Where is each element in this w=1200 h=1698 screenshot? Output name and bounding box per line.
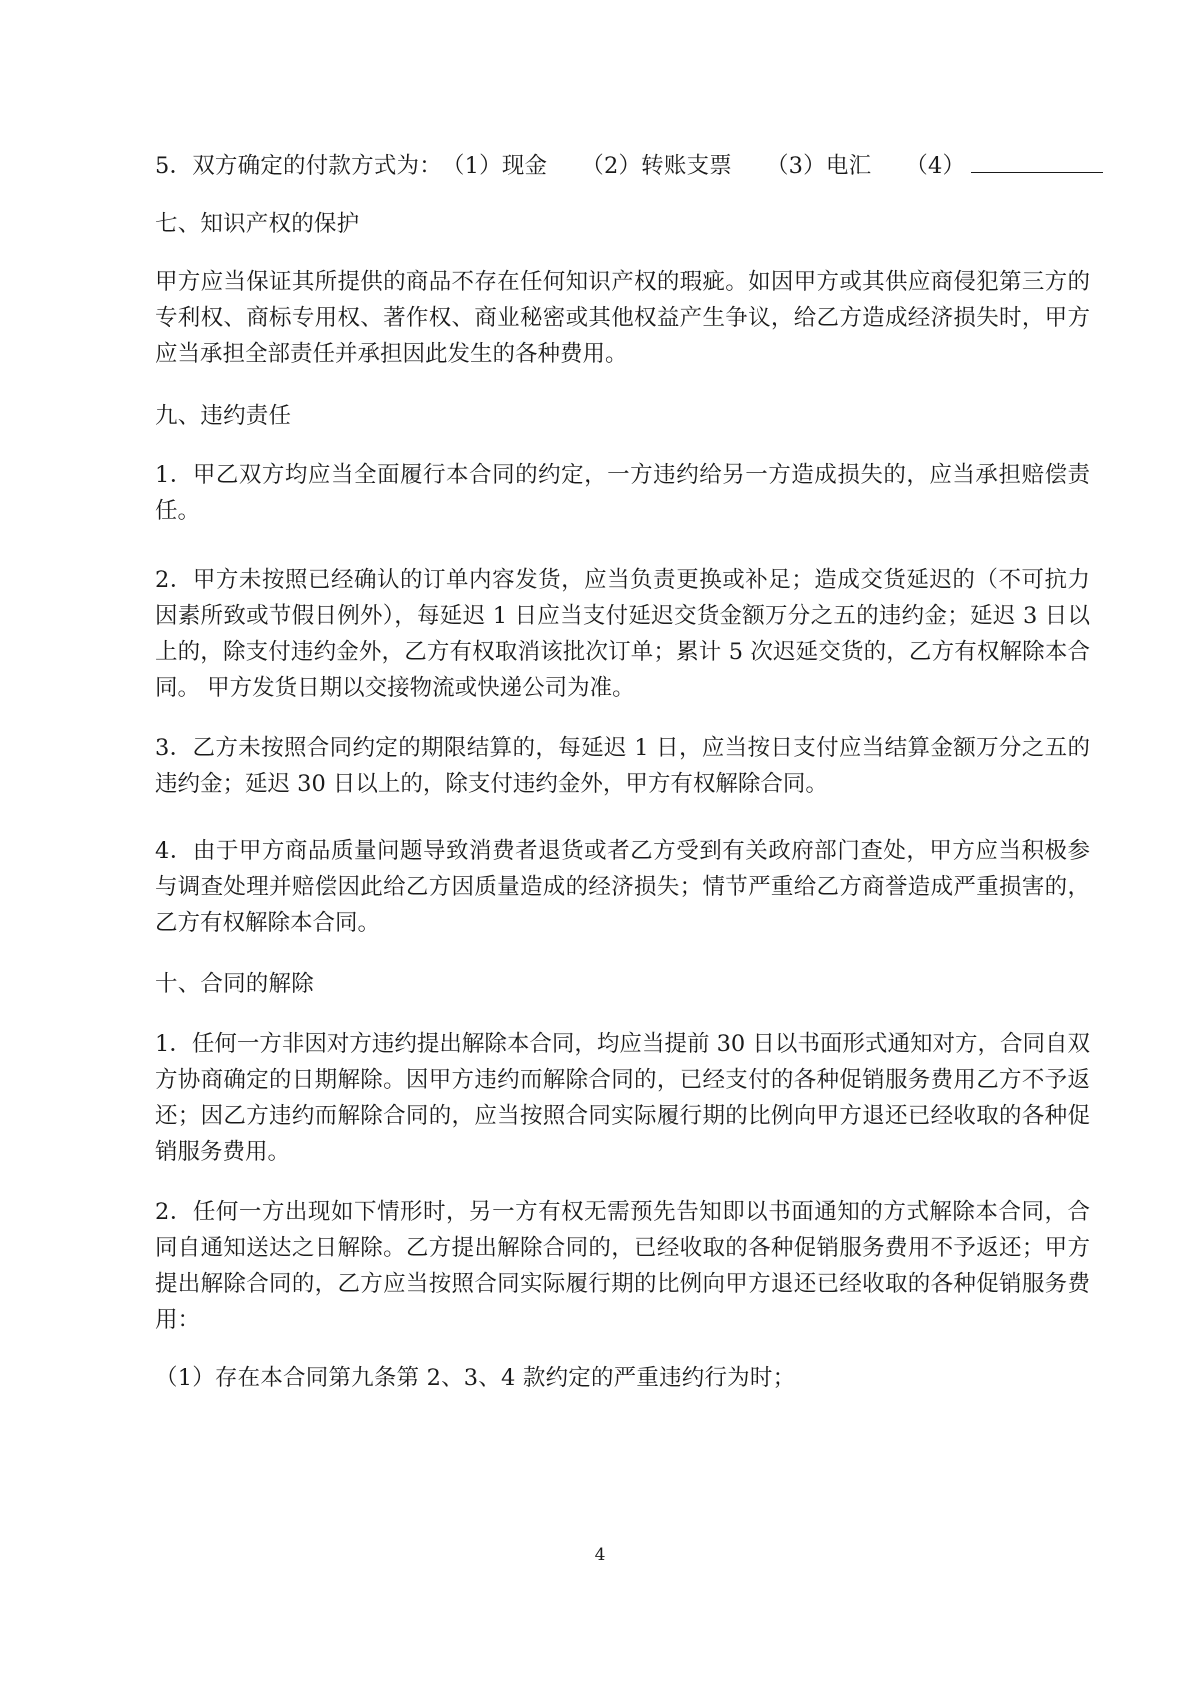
payment-method-line	[155, 148, 1090, 184]
section-9-item-4: 4．由于甲方商品质量问题导致消费者退货或者乙方受到有关政府部门查处，甲方应当积极参与调查处理并赔偿因此给乙方因质量造成的经济损失；情节严重给乙方商誉造成严重损害的，乙方有权解除本合同。	[155, 838, 1090, 936]
section-9-item-2: 2．甲方未按照已经确认的订单内容发货，应当负责更换或补足；造成交货延迟的（不可抗力因素所致或节假日例外），每延迟 1 日应当支付延迟交货金额万分之五的违约金；延迟 3 日以上的，除支付违约金外，乙方有权取消该批次订单；累计 5 次迟延交货的，乙方有权解除本合同。 甲方发货日期以交接物流或快递公司为准。	[155, 567, 1090, 701]
section-7-body: 甲方应当保证其所提供的商品不存在任何知识产权的瑕疵。如因甲方或其供应商侵犯第三方的专利权、商标专用权、著作权、商业秘密或其他权益产生争议，给乙方造成经济损失时，甲方应当承担全部责任并承担因此发生的各种费用。	[155, 269, 1090, 367]
section-9-item-4-wrap	[155, 833, 1090, 941]
payment-option-cash: （1）现金	[441, 153, 548, 179]
payment-prefix: 5．双方确定的付款方式为：	[155, 153, 442, 179]
section-9-item-1: 1．甲乙双方均应当全面履行本合同的约定，一方违约给另一方造成损失的，应当承担赔偿责任。	[155, 462, 1090, 524]
section-7-title: 七、知识产权的保护	[155, 211, 360, 237]
section-9-item-3-wrap	[155, 730, 1090, 802]
section-9-item-2-wrap	[155, 562, 1090, 706]
section-7-body-wrap	[155, 264, 1090, 372]
payment-option-other: （4）	[905, 153, 966, 179]
section-10-item-2: 2．任何一方出现如下情形时，另一方有权无需预先告知即以书面通知的方式解除本合同，合同自通知送达之日解除。乙方提出解除合同的，已经收取的各种促销服务费用不予返还；甲方提出解除合同的，乙方应当按照合同实际履行期的比例向甲方退还已经收取的各种促销服务费用：	[155, 1199, 1090, 1333]
section-10-subitem-1: （1）存在本合同第九条第 2、3、4 款约定的严重违约行为时；	[155, 1365, 796, 1391]
payment-option-transfer-check: （2）转账支票	[581, 153, 732, 179]
section-10-title: 十、合同的解除	[155, 971, 314, 997]
payment-blank-line	[971, 152, 1103, 173]
section-9-item-1-wrap	[155, 457, 1090, 529]
page-number: 4	[594, 1545, 606, 1565]
section-10-item-1-wrap	[155, 1026, 1090, 1170]
payment-option-wire: （3）电汇	[765, 153, 872, 179]
section-9-item-3: 3．乙方未按照合同约定的期限结算的，每延迟 1 日，应当按日支付应当结算金额万分之五的违约金；延迟 30 日以上的，除支付违约金外，甲方有权解除合同。	[155, 735, 1090, 797]
section-10-item-1: 1．任何一方非因对方违约提出解除本合同，均应当提前 30 日以书面形式通知对方，合同自双方协商确定的日期解除。因甲方违约而解除合同的，已经支付的各种促销服务费用乙方不予返还；因乙方违约而解除合同的，应当按照合同实际履行期的比例向甲方退还已经收取的各种促销服务费用。	[155, 1031, 1090, 1165]
section-9-title: 九、违约责任	[155, 403, 292, 429]
section-10-item-2-wrap	[155, 1194, 1090, 1338]
